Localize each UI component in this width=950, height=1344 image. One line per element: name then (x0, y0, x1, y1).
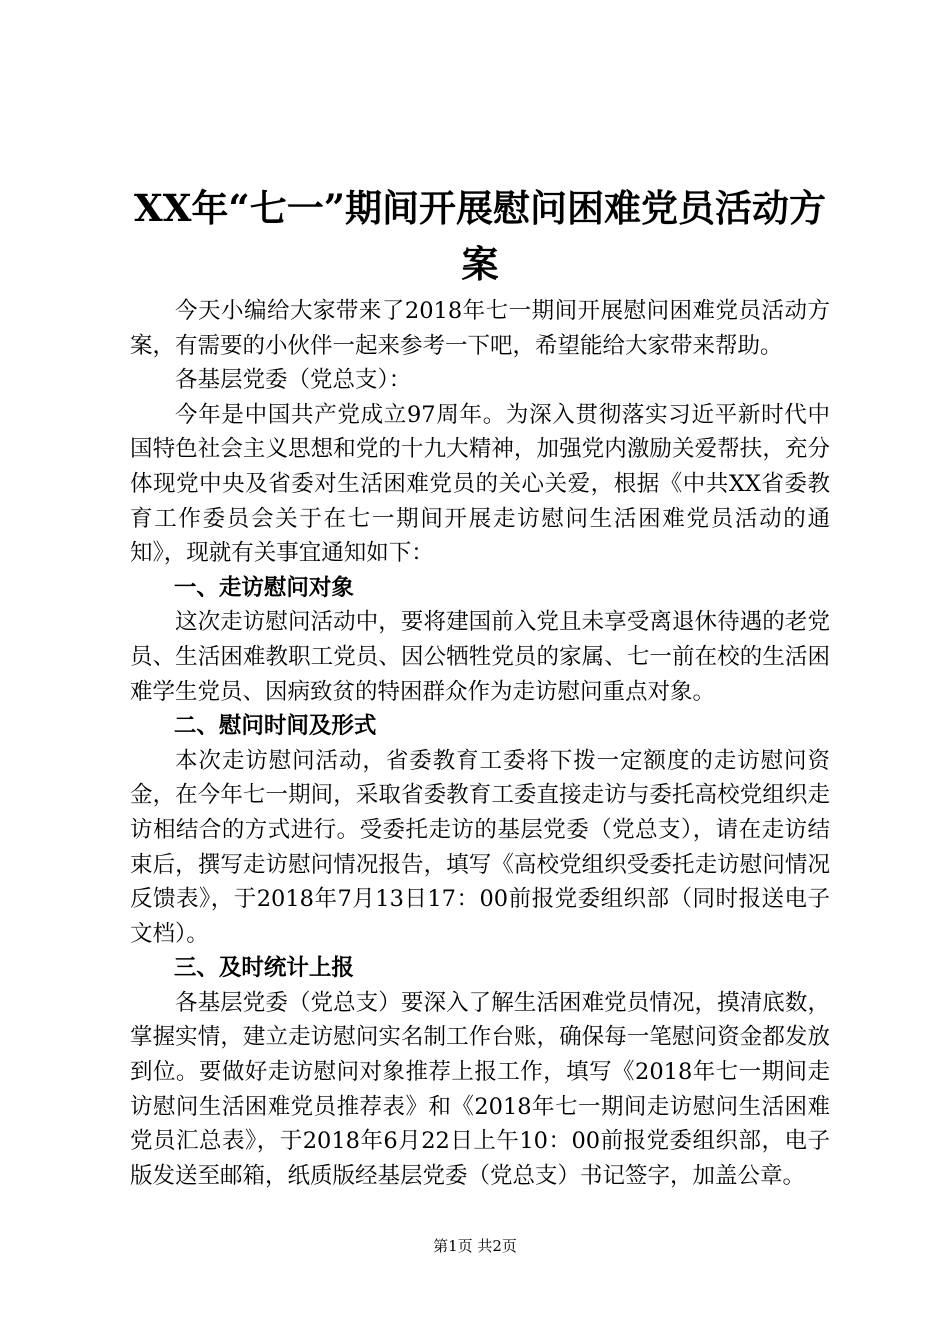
paragraph-background: 今年是中国共产党成立97周年。为深入贯彻落实习近平新时代中国特色社会主义思想和党的十九大精神，加强党内激励关爱帮扶，充分体现党中央及省委对生活困难党员的关心关爱，根据《中共XX省委教育工作委员会关于在七一期间开展走访慰问生活困难党员活动的通知》，现就有关事宜通知如下： (130, 401, 830, 567)
paragraph-salutation: 各基层党委（党总支）： (175, 367, 412, 394)
document-title: XX年“七一”期间开展慰问困难党员活动方案 (134, 186, 826, 286)
paragraph-section-1: 这次走访慰问活动中，要将建国前入党且未享受离退休待遇的老党员、生活困难教职工党员、因公牺牲党员的家属、七一前在校的生活困难学生党员、因病致贫的特困群众作为走访慰问重点对象。 (130, 609, 830, 705)
paragraph-section-3: 各基层党委（党总支）要深入了解生活困难党员情况，摸清底数，掌握实情，建立走访慰问实名制工作台账，确保每一笔慰问资金都发放到位。要做好走访慰问对象推荐上报工作，填写《2018年七一期间走访慰问生活困难党员推荐表》和《2018年七一期间走访慰问生活困难党员汇总表》，于2018年6月22日上午10：00前报党委组织部，电子版发送至邮箱，纸质版经基层党委（党总支）书记签字，加盖公章。 (130, 989, 830, 1189)
section-heading-2: 二、慰问时间及形式 (173, 713, 377, 740)
section-heading-1: 一、走访慰问对象 (173, 574, 354, 601)
page-footer: 第1页 共2页 (433, 1237, 517, 1255)
document-body (130, 294, 830, 1193)
paragraph-section-2: 本次走访慰问活动，省委教育工委将下拨一定额度的走访慰问资金，在今年七一期间，采取省委教育工委直接走访与委托高校党组织走访相结合的方式进行。受委托走访的基层党委（党总支），请在走访结束后，撰写走访慰问情况报告，填写《高校党组织受委托走访慰问情况反馈表》，于2018年7月13日17：00前报党委组织部（同时报送电子文档）。 (130, 747, 830, 947)
section-heading-3: 三、及时统计上报 (173, 955, 354, 982)
paragraph-intro: 今天小编给大家带来了2018年七一期间开展慰问困难党员活动方案，有需要的小伙伴一起来参考一下吧，希望能给大家带来帮助。 (130, 298, 830, 359)
